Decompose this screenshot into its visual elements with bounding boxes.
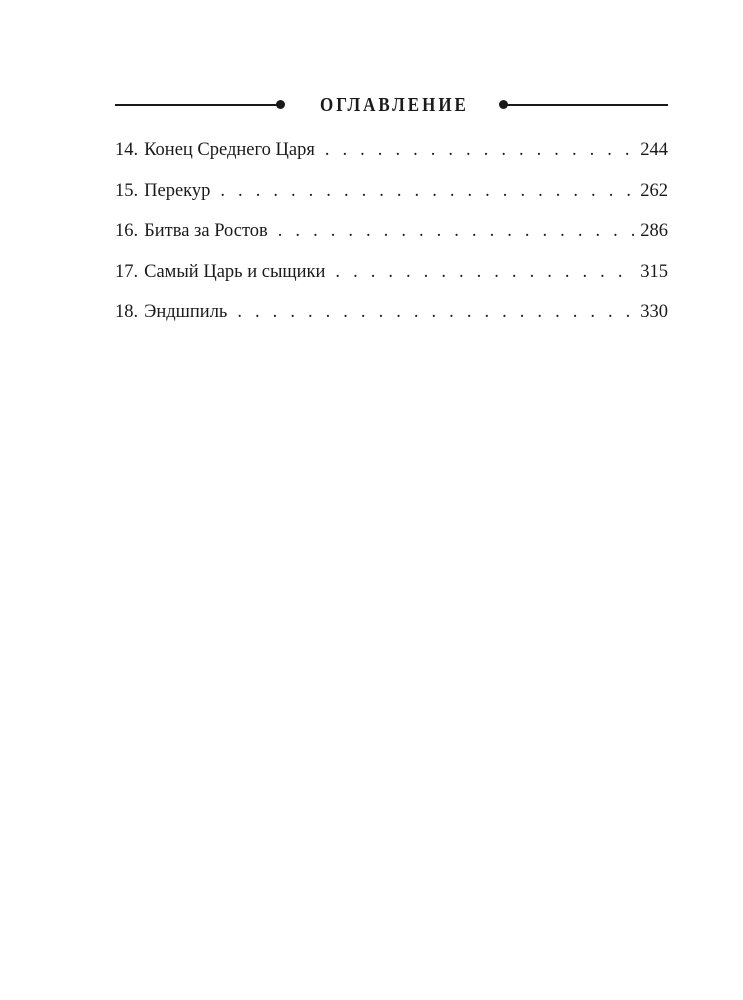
toc-entry-number: 18. [115, 302, 139, 322]
toc-entry-title: Битва за Ростов [144, 221, 268, 241]
header-dot-left [276, 100, 285, 109]
toc-entry-title: Конец Среднего Царя [144, 140, 315, 160]
table-of-contents [115, 134, 668, 337]
toc-entry-page: 262 [640, 180, 668, 201]
toc-entry[interactable] [115, 215, 668, 256]
toc-entry-title: Эндшпиль [144, 302, 228, 322]
toc-entry-page: 315 [640, 261, 668, 282]
dot-leader [335, 256, 634, 288]
dot-leader [325, 134, 634, 166]
toc-entry-number: 15. [115, 180, 139, 201]
toc-entry-number: 16. [115, 221, 139, 241]
toc-entry-page: 286 [640, 221, 668, 241]
toc-entry-number: 17. [115, 261, 139, 282]
toc-entry[interactable] [115, 175, 668, 216]
dot-leader [237, 296, 634, 328]
toc-header [115, 92, 668, 118]
toc-entry[interactable] [115, 296, 668, 337]
header-rule-left [115, 104, 280, 106]
toc-entry[interactable] [115, 256, 668, 297]
toc-entry[interactable] [115, 134, 668, 175]
toc-entry-page: 330 [640, 302, 668, 322]
toc-entry-page: 244 [640, 140, 668, 160]
header-rule-right [503, 104, 668, 106]
dot-leader [220, 175, 634, 207]
toc-entry-title: Перекур [144, 180, 211, 201]
toc-entry-title: Самый Царь и сыщики [144, 261, 326, 282]
dot-leader [278, 215, 634, 247]
page-title: ОГЛАВЛЕНИЕ [320, 93, 469, 116]
toc-entry-number: 14. [115, 140, 139, 160]
